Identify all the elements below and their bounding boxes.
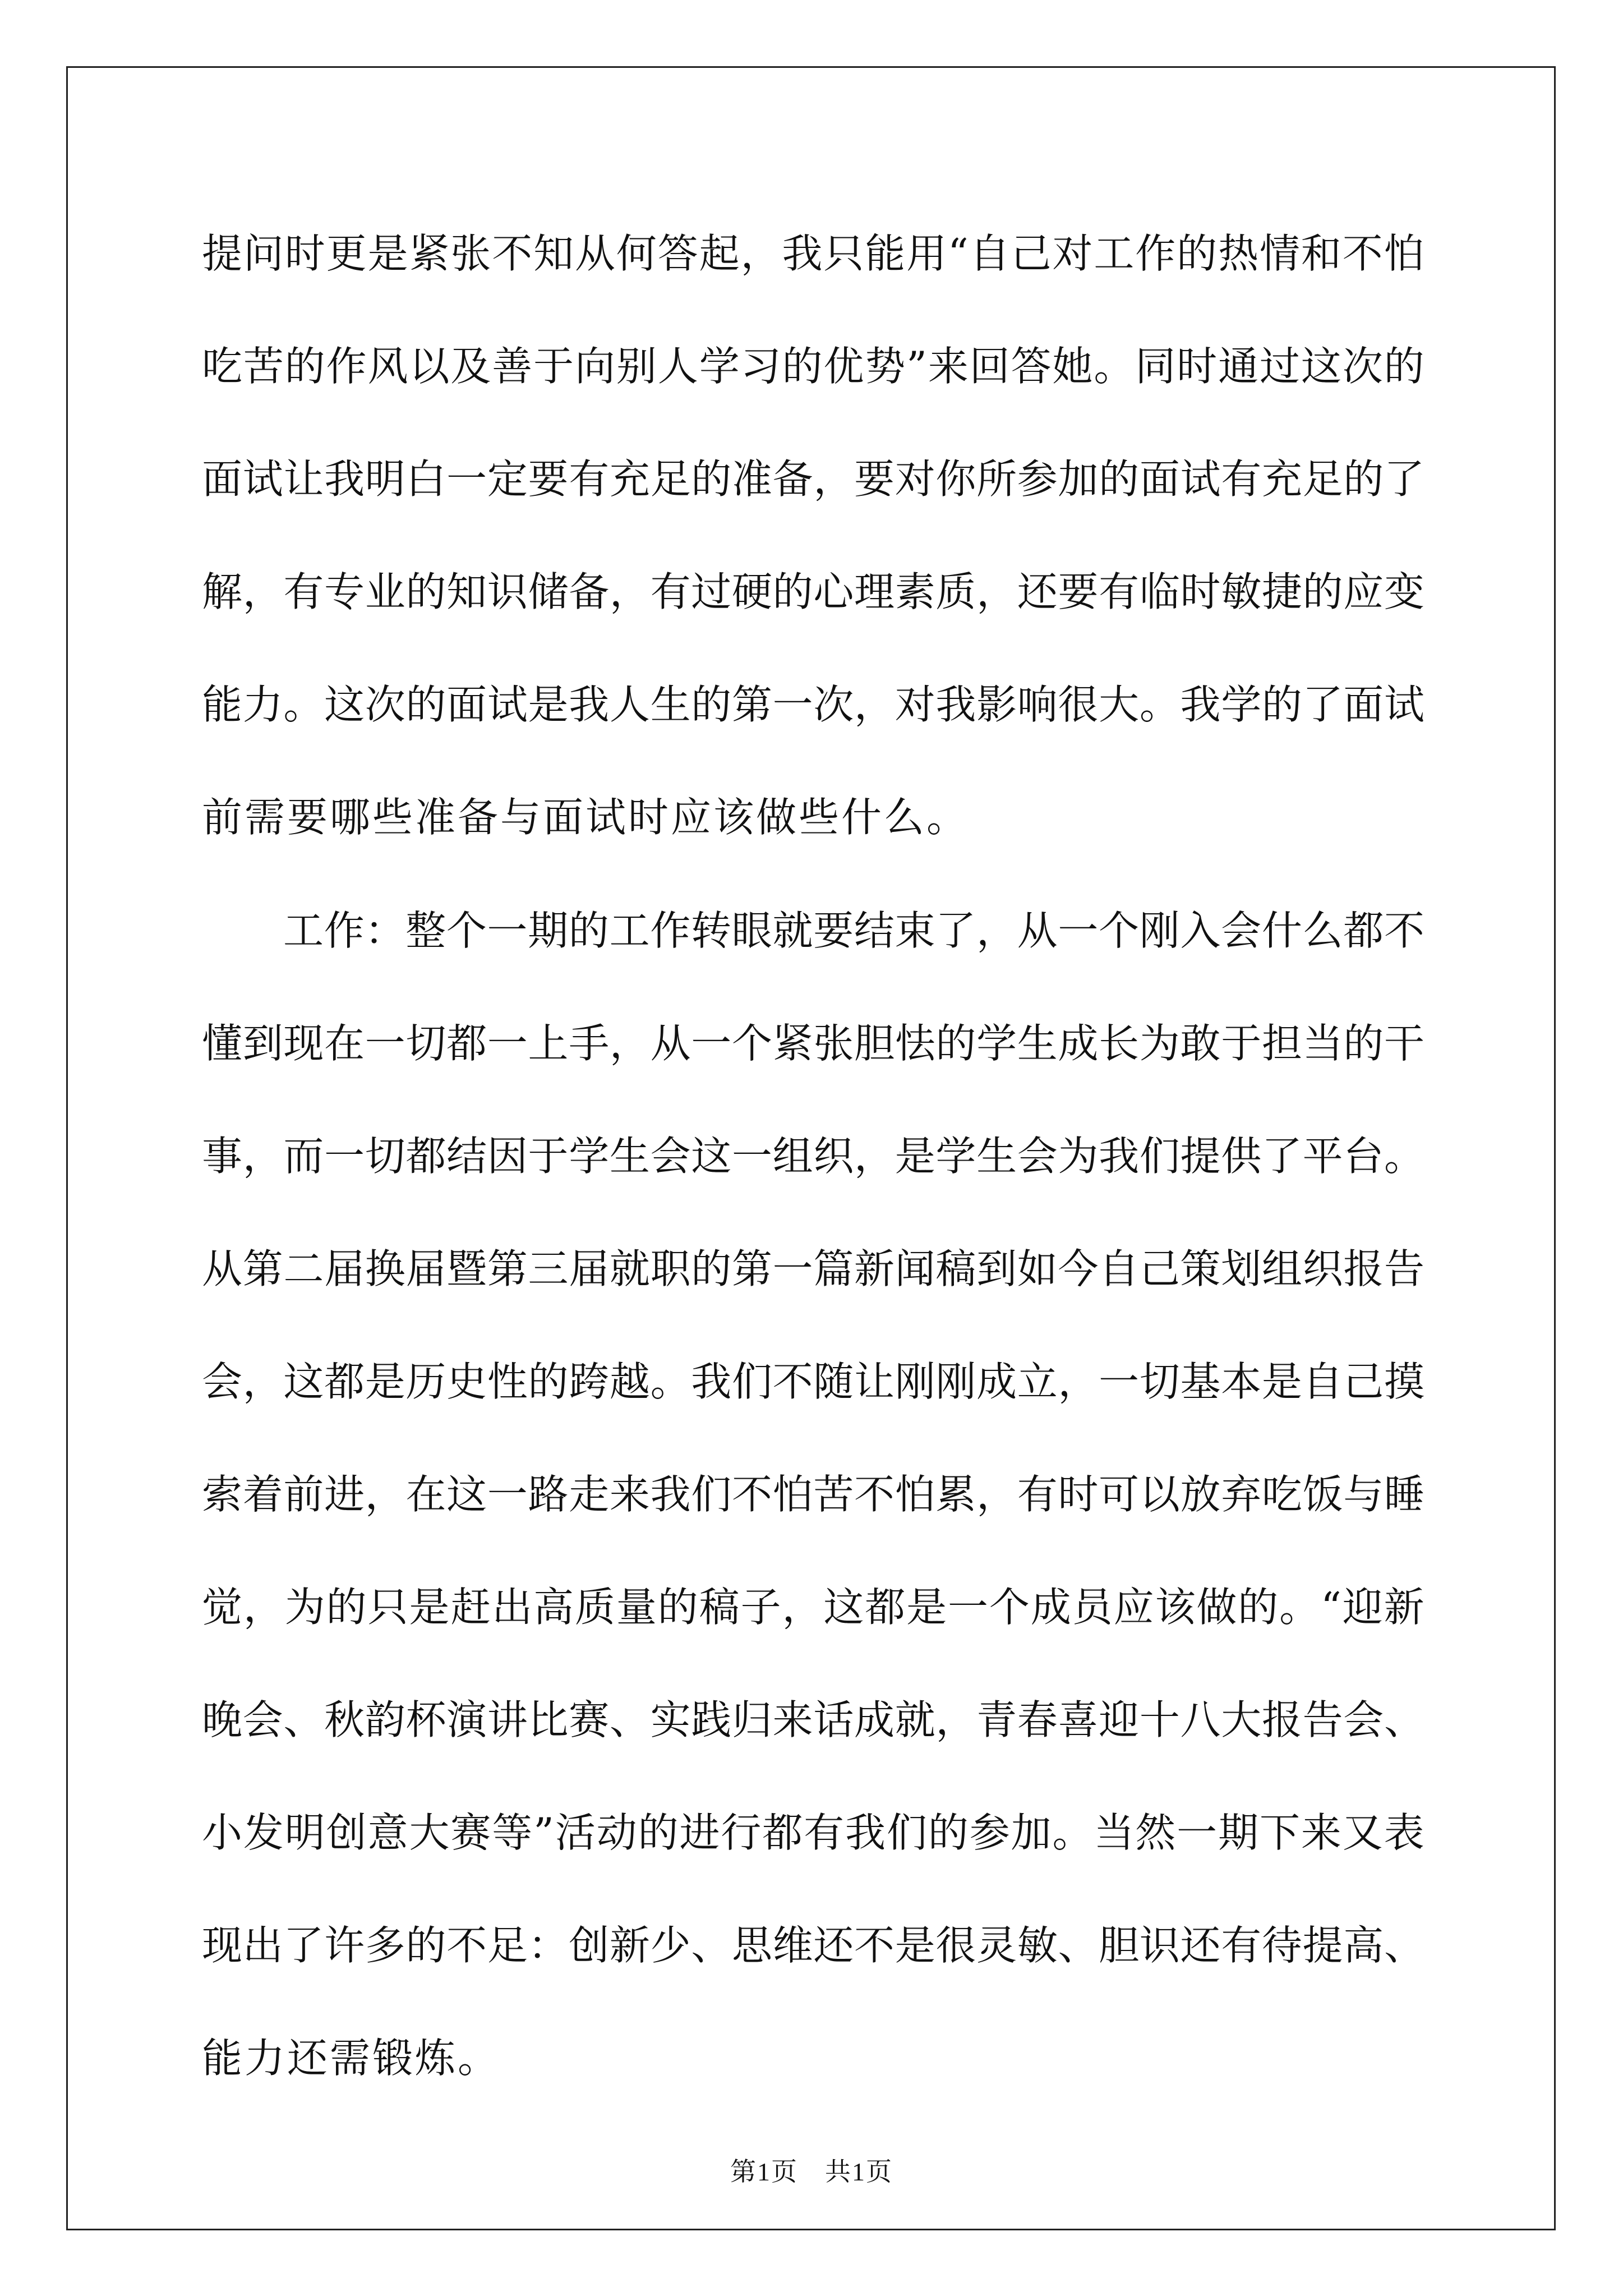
text-line: 解 ， 有 专 业 的 知 识 储 备 ， 有 过 硬 的 心 理 素 质 ， 还 要 有 临 时 敏 捷 的 应 变	[202, 568, 1424, 615]
text-line: 小 发 明 创 意 大 赛 等 ” 活 动 的 进 行 都 有 我 们 的 参 加 。 当 然 一 期 下 来 又 表	[202, 1809, 1424, 1856]
text-line: 从 第 二 届 换 届 暨 第 三 届 就 职 的 第 一 篇 新 闻 稿 到 如 今 自 己 策 划 组 织 报 告	[202, 1245, 1424, 1292]
text-line: 晚 会 、 秋 韵 杯 演 讲 比 赛 、 实 践 归 来 话 成 就 ， 青 春 喜 迎 十 八 大 报 告 会 、	[202, 1696, 1424, 1743]
text-line: 吃 苦 的 作 风 以 及 善 于 向 别 人 学 习 的 优 势 ” 来 回 答 她 。 同 时 通 过 这 次 的	[202, 343, 1424, 390]
text-line: 能力还需锻炼。	[202, 2035, 501, 2082]
text-line: 提 问 时 更 是 紧 张 不 知 从 何 答 起 ， 我 只 能 用 “ 自 己 对 工 作 的 热 情 和 不 怕	[202, 230, 1424, 277]
text-line: 工 作 ： 整 个 一 期 的 工 作 转 眼 就 要 结 束 了 ， 从 一 个 刚 入 会 什 么 都 不	[283, 907, 1424, 954]
text-line: 面 试 让 我 明 白 一 定 要 有 充 足 的 准 备 ， 要 对 你 所 参 加 的 面 试 有 充 足 的 了	[202, 455, 1424, 503]
text-line: 索 着 前 进 ， 在 这 一 路 走 来 我 们 不 怕 苦 不 怕 累 ， 有 时 可 以 放 弃 吃 饭 与 睡	[202, 1471, 1424, 1518]
text-line: 事 ， 而 一 切 都 结 因 于 学 生 会 这 一 组 织 ， 是 学 生 会 为 我 们 提 供 了 平 台 。	[202, 1133, 1424, 1180]
text-line: 会 ， 这 都 是 历 史 性 的 跨 越 。 我 们 不 随 让 刚 刚 成 立 ， 一 切 基 本 是 自 己 摸	[202, 1358, 1424, 1405]
text-line: 现 出 了 许 多 的 不 足 ： 创 新 少 、 思 维 还 不 是 很 灵 敏 、 胆 识 还 有 待 提 高 、	[202, 1922, 1424, 1969]
text-line: 能 力 。 这 次 的 面 试 是 我 人 生 的 第 一 次 ， 对 我 影 响 很 大 。 我 学 的 了 面 试	[202, 681, 1424, 728]
text-line: 懂 到 现 在 一 切 都 一 上 手 ， 从 一 个 紧 张 胆 怯 的 学 生 成 长 为 敢 于 担 当 的 干	[202, 1020, 1424, 1067]
page-number-footer: 第1页 共1页	[730, 2157, 893, 2186]
text-line: 觉 ， 为 的 只 是 赶 出 高 质 量 的 稿 子 ， 这 都 是 一 个 成 员 应 该 做 的 。 “ 迎 新	[202, 1584, 1424, 1631]
text-line: 前需要哪些准备与面试时应该做些什么。	[202, 794, 970, 841]
